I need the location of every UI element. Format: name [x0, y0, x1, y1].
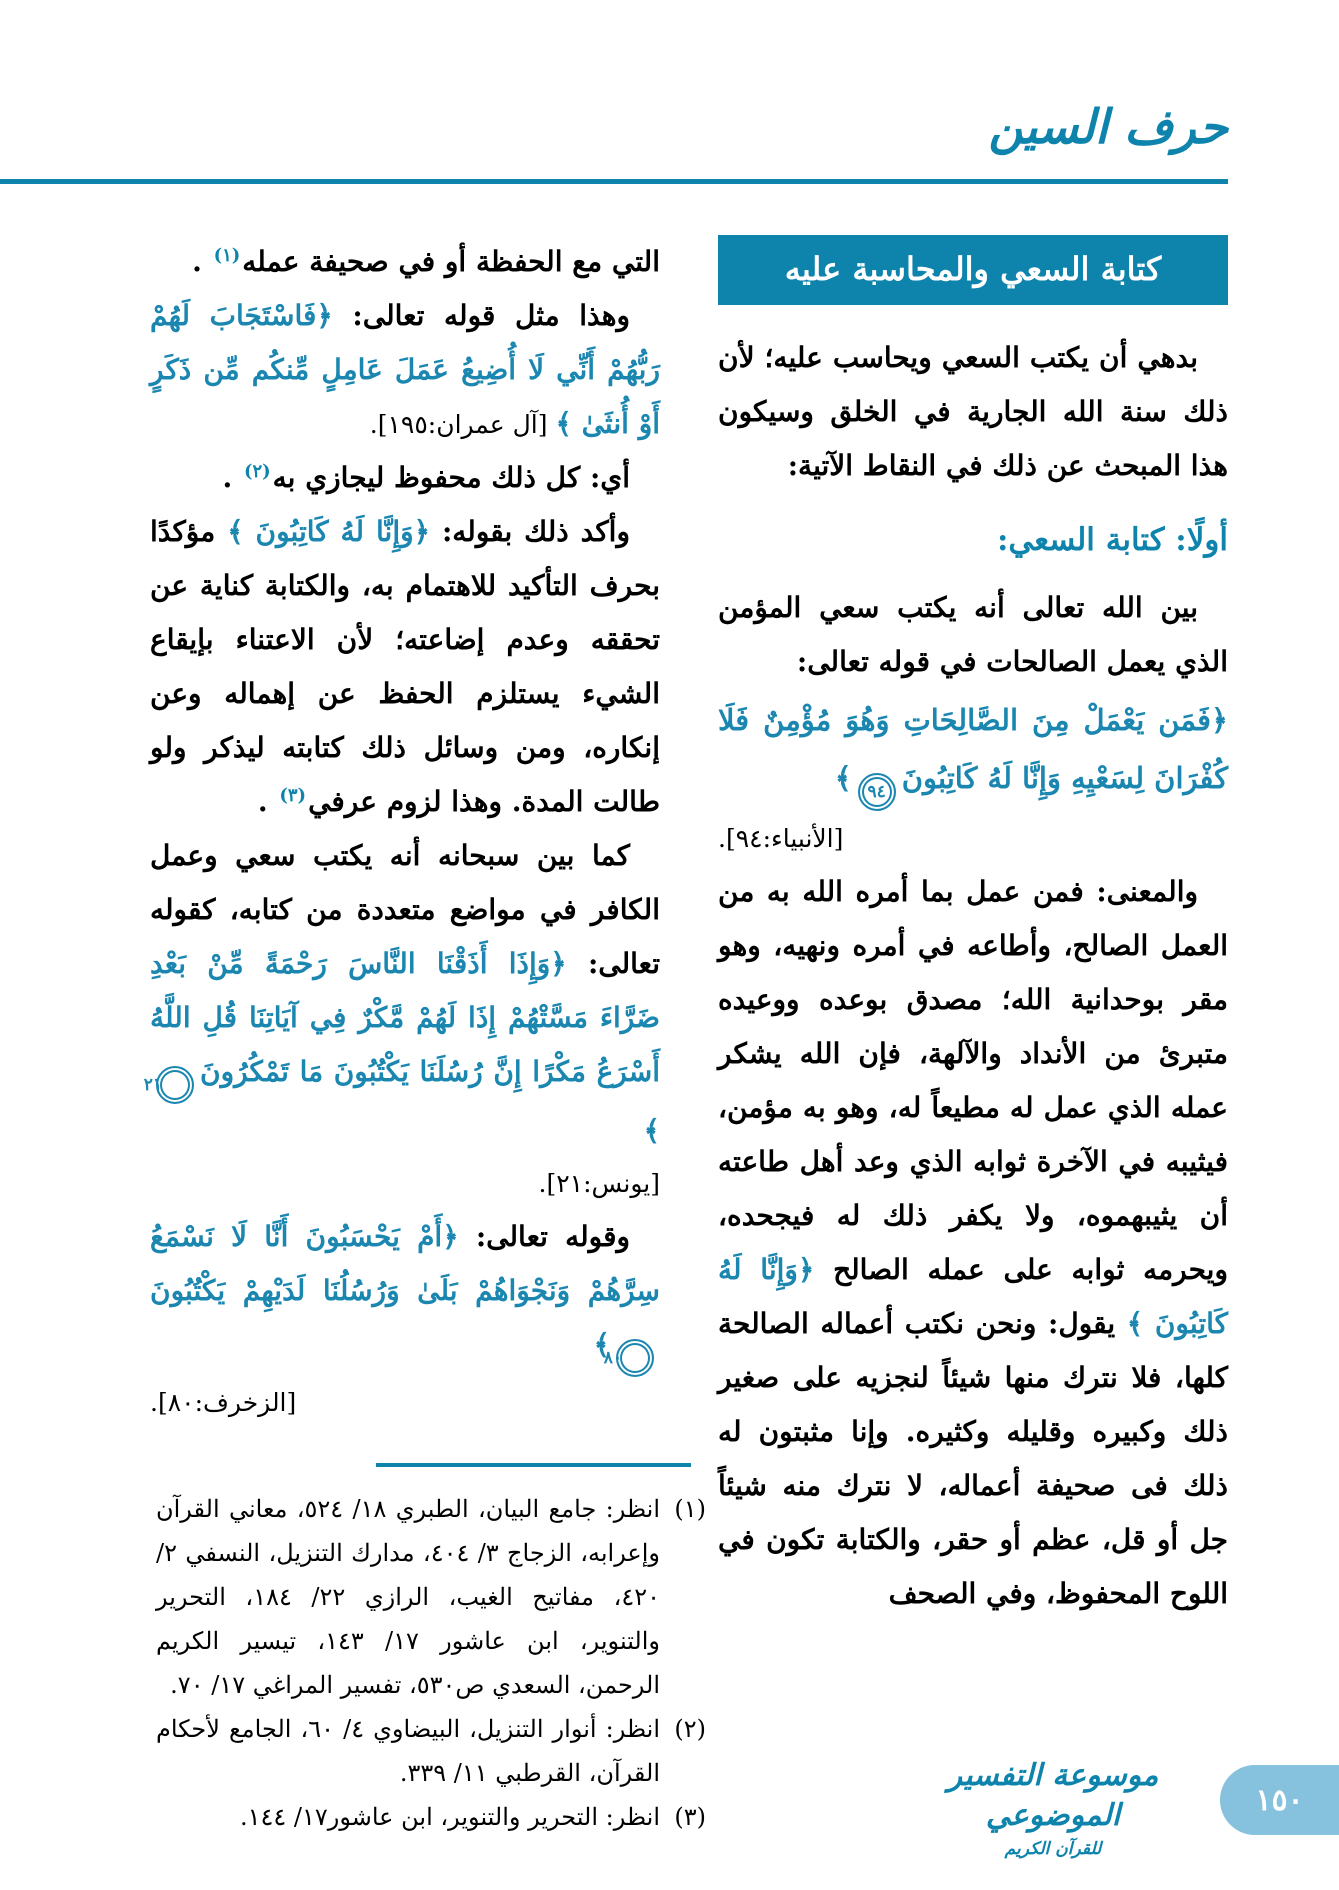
page-number-badge — [1220, 1765, 1339, 1835]
footnote-item — [156, 1487, 706, 1707]
verse-reference-yunus: [يونس:٢١]. — [538, 1169, 660, 1198]
footnote-number: (٣) — [674, 1803, 706, 1831]
lead-paragraph: بين الله تعالى أنه يكتب سعي المؤمن الذي يعمل الصالحات في قوله تعالى: — [718, 591, 1228, 678]
subheading-first: أولًا: كتابة السعي: — [996, 522, 1228, 558]
publisher-logo-title: موسوعة التفسير الموضوعي — [947, 1758, 1159, 1833]
inline-verse-imran: ﴿فَاسْتَجَابَ لَهُمْ رَبُّهُمْ أَنِّي لَا أُضِيعُ عَمَلَ عَامِلٍ مِّنكُم مِّن ذَكَرٍ أَوْ أُنثَىٰ ﴾ — [150, 299, 660, 440]
meaning-text: والمعنى: فمن عمل بما أمره الله به من العمل الصالح، وأطاعه في أمره ونهيه، وهو مقر بوحدانية الله؛ مصدق بوعده ووعيده متبرئ من الأنداد والآلهة، فإن الله يشكر عمله الذي عمل له مطيعاً له، وهو به مؤمن، فيثيبه في الآخرة ثوابه الذي وعد أهل طاعته أن يثيبهموه، ولا يكفر ذلك له فيجحده، ويحرمه ثوابه على عمله الصالح — [718, 875, 1228, 1286]
verse-close-bracket: ﴾ — [593, 1328, 610, 1361]
body-span: التي مع الحفظة أو في صحيفة عمله — [242, 245, 660, 278]
intro-paragraph: بدهي أن يكتب السعي ويحاسب عليه؛ لأن ذلك سنة الله الجارية في الخلق وسيكون هذا المبحث عن ذلك في النقاط الآتية: — [718, 341, 1228, 482]
continuation-paragraph — [150, 235, 660, 289]
paragraph-ay — [150, 451, 660, 505]
footnote-text: انظر: التحرير والتنوير، ابن عاشور١٧/ ١٤٤. — [239, 1803, 660, 1831]
footnote-number: (٢) — [674, 1715, 706, 1743]
two-column-layout — [143, 235, 1228, 1839]
body-span: . — [192, 245, 212, 278]
ayah-number-medallion: ٩٤ — [858, 773, 896, 811]
body-span: . — [257, 785, 278, 818]
page-number: ١٥٠ — [1255, 1782, 1304, 1818]
section-title-box: كتابة السعي والمحاسبة عليه — [718, 235, 1228, 305]
body-span: أي: كل ذلك محفوظ ليجازي به — [272, 461, 630, 494]
footnote-marker-1: (١) — [213, 244, 241, 266]
inline-verse-zukhruf: ﴿أَمْ يَحْسَبُونَ أَنَّا لَا نَسْمَعُ سِرَّهُمْ وَنَجْوَاهُمْ بَلَىٰ وَرُسُلُنَا لَدَيْهِمْ يَكْتُبُونَ — [150, 1220, 660, 1307]
left-column — [143, 235, 706, 1839]
meaning-text-cont: يقول: ونحن نكتب أعماله الصالحة كلها، فلا نترك منها شيئاً لنجزيه على صغير ذلك وكبيره وقليله وكثيره. وإنا مثبتون له ذلك فى صحيفة أعماله، لا نترك منه شيئاً جل أو قل، عظم أو حقر، والكتابة تكون في اللوح المحفوظ، وفي الصحف — [718, 1307, 1228, 1610]
footnote-marker-3: (٣) — [279, 784, 307, 806]
inline-verse-katibun: ﴿وَإِنَّا لَهُ كَاتِبُونَ ﴾ — [227, 515, 431, 548]
verse-close-bracket: ﴾ — [834, 761, 852, 795]
header-rule — [0, 179, 1228, 184]
verse-reference-imran: [آل عمران:١٩٥]. — [369, 410, 556, 439]
body-span: وقوله تعالى: — [458, 1220, 630, 1253]
paragraph-zukhruf — [150, 1210, 660, 1377]
verse-reference-zukhruf: [الزخرف:٨٠]. — [150, 1388, 297, 1417]
ayah-number-medallion: ٨٠ — [616, 1339, 654, 1377]
footnotes-block — [150, 1487, 706, 1839]
body-span: وهذا مثل قوله تعالى: — [332, 299, 630, 332]
publisher-logo — [913, 1756, 1193, 1862]
body-span: وأكد ذلك بقوله: — [430, 515, 630, 548]
right-column — [718, 235, 1228, 1839]
inline-verse-yunus: ﴿وَإِذَا أَذَقْنَا النَّاسَ رَحْمَةً مِّنْ بَعْدِ ضَرَّاءَ مَسَّتْهُمْ إِذَا لَهُمْ مَّكْرٌ فِي آيَاتِنَا قُلِ اللَّهُ أَسْرَعُ مَكْرًا إِنَّ رُسُلَنَا يَكْتُبُونَ مَا تَمْكُرُونَ — [150, 947, 660, 1088]
body-span: مؤكدًا بحرف التأكيد للاهتمام به، والكتابة كناية عن تحققه وعدم إضاعته؛ لأن الاعتناء بإيقاع الشيء يستلزم الحفظ عن إهماله وعن إنكاره، ومن وسائل ذلك كتابته ليذكر ولو طالت المدة. وهذا لزوم عرفي — [150, 515, 660, 818]
footnote-item — [156, 1707, 706, 1795]
body-span: . — [222, 461, 242, 494]
paragraph-imran — [150, 289, 660, 451]
inline-verse: ﴿وَإِنَّا لَهُ كَاتِبُونَ ﴾ — [718, 1253, 1228, 1340]
ayah-number-medallion: ٢١ — [156, 1066, 194, 1104]
quran-verse-anbiya — [718, 691, 1228, 811]
footnote-separator — [376, 1463, 691, 1467]
verse-text: ﴿فَمَن يَعْمَلْ مِنَ الصَّالِحَاتِ وَهُوَ مُؤْمِنٌ فَلَا كُفْرَانَ لِسَعْيِهِ وَإِنَّا لَهُ كَاتِبُونَ — [718, 703, 1228, 795]
footnote-marker-2: (٢) — [243, 460, 271, 482]
footnote-item — [156, 1795, 706, 1839]
footnote-number: (١) — [674, 1495, 706, 1523]
verse-reference-anbiya: [الأنبياء:٩٤]. — [718, 824, 844, 853]
publisher-logo-subtitle: للقرآن الكريم — [1004, 1839, 1102, 1859]
paragraph-emphasis — [150, 505, 660, 829]
footnote-text: انظر: أنوار التنزيل، البيضاوي ٤/ ٦٠، الجامع لأحكام القرآن، القرطبي ١١/ ٣٣٩. — [156, 1715, 660, 1787]
footnote-text: انظر: جامع البيان، الطبري ١٨/ ٥٢٤، معاني القرآن وإعرابه، الزجاج ٣/ ٤٠٤، مدارك التنزيل، النسفي ٢/ ٤٢٠، مفاتيح الغيب، الرازي ٢٢/ ١٨٤، التحرير والتنوير، ابن عاشور ١٧/ ١٤٣، تيسير الكريم الرحمن، السعدي ص٥٣٠، تفسير المراغي ١٧/ ٧٠. — [156, 1495, 661, 1699]
body-span: كما بين سبحانه أنه يكتب سعي وعمل الكافر في مواضع متعددة من كتابه، كقوله تعالى: — [150, 839, 660, 980]
meaning-paragraph — [718, 865, 1228, 1621]
chapter-header: حرف السين — [988, 100, 1228, 155]
paragraph-yunus — [143, 829, 660, 1158]
verse-close-bracket: ﴾ — [643, 1114, 660, 1147]
